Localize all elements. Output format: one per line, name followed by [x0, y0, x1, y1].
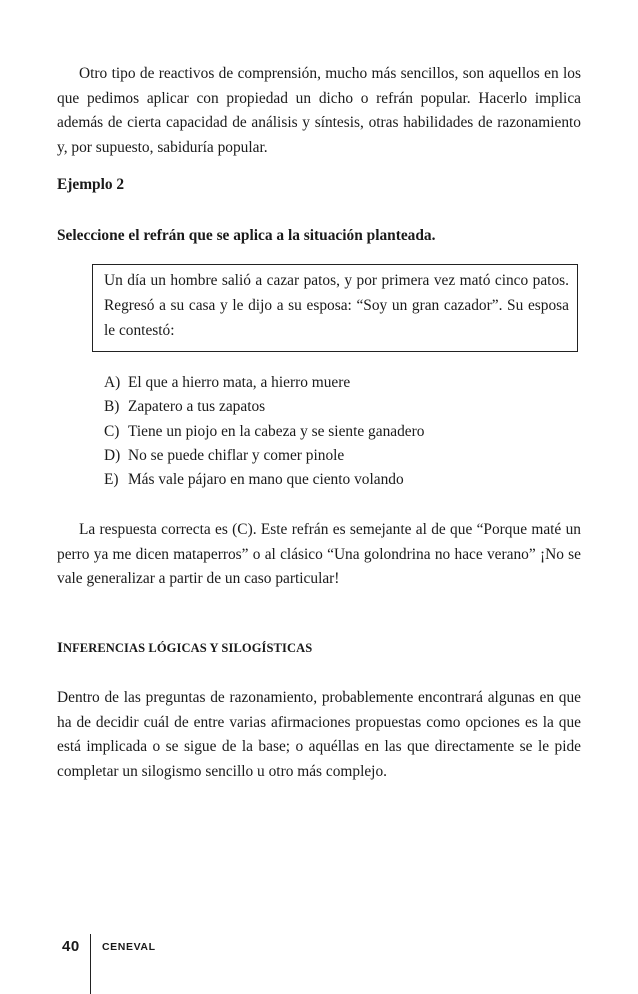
option-text: Tiene un piojo en la cabeza y se siente ganadero [128, 422, 425, 440]
option-d [104, 444, 424, 468]
section-heading [57, 640, 312, 657]
option-letter: A) [104, 374, 121, 391]
option-text: El que a hierro mata, a hierro muere [128, 374, 351, 391]
footer-divider [90, 934, 91, 994]
scenario-box [92, 264, 578, 352]
option-c [104, 420, 424, 444]
answer-paragraph: La respuesta correcta es (C). Este refrán es semejante al de que “Porque maté un perro ya me dicen mataperros” o al clásico “Una golondrina no hace verano” ¡No se vale generalizar a partir de un caso particular! [57, 521, 581, 587]
option-letter: B) [104, 398, 120, 416]
option-letter: E) [104, 471, 119, 489]
option-text: Más vale pájaro en mano que ciento volando [128, 471, 404, 489]
option-a [104, 371, 424, 395]
scenario-text: Un día un hombre salió a cazar patos, y por primera vez mató cinco patos. Regresó a su casa y le dijo a su esposa: “Soy un gran cazador”. Su esposa le contestó: [104, 272, 569, 339]
answer-options-list [104, 371, 424, 492]
intro-paragraph: Otro tipo de reactivos de comprensión, mucho más sencillos, son aquellos en los que pedimos aplicar con propiedad un dicho o refrán popular. Hacerlo implica además de cierta capacidad de análisis y síntesis, otras habilidades de razonamiento y, por supuesto, sabiduría popular. [57, 65, 581, 156]
section-heading-rest: NFERENCIAS LÓGICAS Y SILOGÍSTICAS [62, 641, 313, 655]
option-text: Zapatero a tus zapatos [128, 398, 266, 416]
example-heading: Ejemplo 2 [57, 176, 125, 193]
option-b [104, 395, 424, 419]
option-letter: D) [104, 446, 121, 464]
page-number: 40 [62, 938, 80, 955]
option-e [104, 468, 424, 492]
option-text: No se puede chiflar y comer pinole [128, 446, 345, 464]
section-heading-initial: I [57, 640, 63, 656]
instruction-text: Seleccione el refrán que se aplica a la situación planteada. [57, 227, 436, 244]
option-letter: C) [104, 422, 120, 440]
section-paragraph: Dentro de las preguntas de razonamiento, probablemente encontrará algunas en que ha de decidir cuál de entre varias afirmaciones propuestas como opciones es la que está implicada o se sigue de la base; o aquéllas en las que directamente se le pide completar un silogismo sencillo u otro más complejo. [57, 689, 581, 780]
footer-brand: CENEVAL [102, 941, 156, 953]
